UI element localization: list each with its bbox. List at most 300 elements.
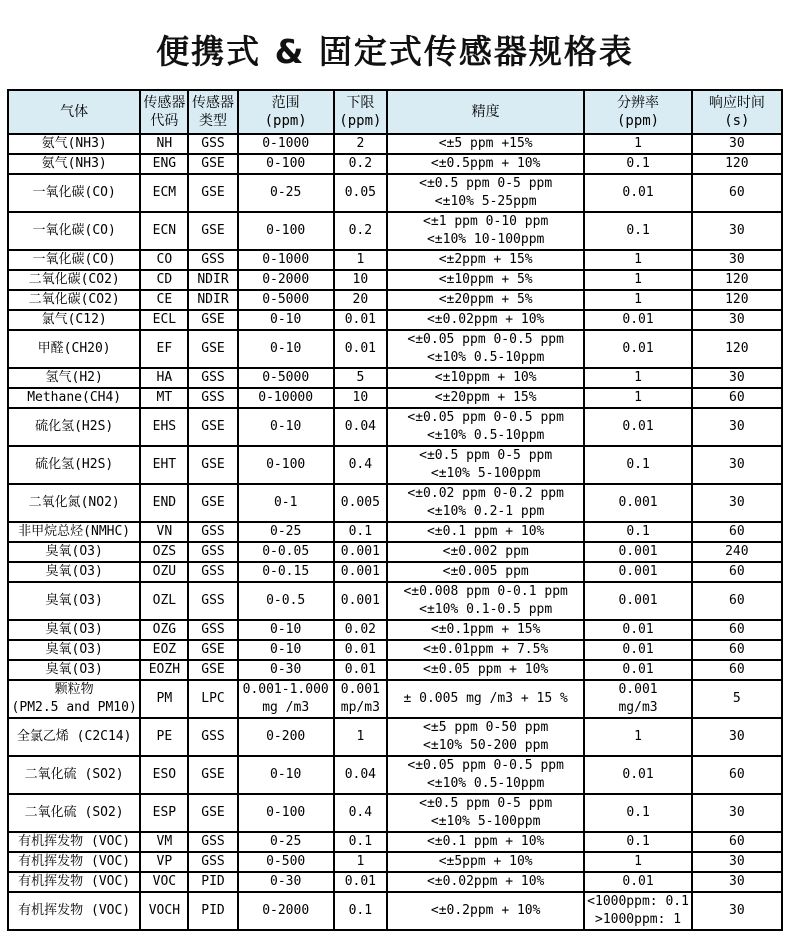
header-label: 分辨率 xyxy=(617,95,660,111)
cell-limit: 0.05 xyxy=(334,174,387,212)
cell-accuracy xyxy=(387,330,585,368)
cell-type: GSS xyxy=(188,852,237,872)
cell-range: 0-0.05 xyxy=(238,542,334,562)
cell-line: 0.001-1.000 xyxy=(242,682,329,697)
cell-line: >1000ppm: 1 xyxy=(595,912,682,927)
cell-limit: 0.1 xyxy=(334,522,387,542)
cell-resolution: 0.01 xyxy=(584,640,691,660)
cell-limit: 0.01 xyxy=(334,872,387,892)
cell-accuracy xyxy=(387,174,585,212)
header-label: 范围 xyxy=(271,95,300,111)
cell-gas: 氨气(NH3) xyxy=(8,134,140,154)
cell-response: 60 xyxy=(692,832,782,852)
header-label: 下限 xyxy=(346,95,375,111)
cell-code: VP xyxy=(140,852,188,872)
cell-line: (PM2.5 and PM10) xyxy=(11,700,137,715)
cell-limit: 0.04 xyxy=(334,756,387,794)
cell-code: HA xyxy=(140,368,188,388)
cell-range: 0-100 xyxy=(238,446,334,484)
cell-accuracy: <±0.05 ppm + 10% xyxy=(387,660,585,680)
table-row xyxy=(8,368,782,388)
cell-line: mg/m3 xyxy=(618,700,658,715)
cell-accuracy: <±10ppm + 10% xyxy=(387,368,585,388)
cell-line: <±0.05 ppm 0-0.5 ppm xyxy=(407,758,564,773)
cell-type: GSS xyxy=(188,250,237,270)
cell-resolution xyxy=(584,680,691,718)
cell-resolution: 1 xyxy=(584,368,691,388)
cell-accuracy: <±0.02ppm + 10% xyxy=(387,872,585,892)
table-header xyxy=(8,90,782,134)
cell-line: <±10% 10-100ppm xyxy=(426,232,545,247)
cell-range: 0-0.15 xyxy=(238,562,334,582)
cell-resolution xyxy=(584,892,691,930)
cell-line: <±10% 0.2-1 ppm xyxy=(426,504,545,519)
cell-line: <±1 ppm 0-10 ppm xyxy=(423,214,549,229)
cell-response: 30 xyxy=(692,368,782,388)
header-type xyxy=(188,90,237,134)
cell-limit: 5 xyxy=(334,368,387,388)
cell-resolution: 0.1 xyxy=(584,154,691,174)
cell-type: GSE xyxy=(188,640,237,660)
cell-code: NH xyxy=(140,134,188,154)
cell-type: GSE xyxy=(188,330,237,368)
cell-range: 0-10 xyxy=(238,640,334,660)
cell-resolution: 1 xyxy=(584,718,691,756)
cell-gas: 非甲烷总烃(NMHC) xyxy=(8,522,140,542)
cell-resolution: 0.1 xyxy=(584,212,691,250)
cell-range: 0-0.5 xyxy=(238,582,334,620)
header-label: (ppm) xyxy=(264,113,307,129)
cell-range: 0-5000 xyxy=(238,290,334,310)
cell-line: <±5 ppm 0-50 ppm xyxy=(423,720,549,735)
cell-gas: 臭氧(O3) xyxy=(8,660,140,680)
cell-type: GSE xyxy=(188,794,237,832)
cell-gas: 氨气(NH3) xyxy=(8,154,140,174)
table-row xyxy=(8,408,782,446)
cell-response: 30 xyxy=(692,892,782,930)
header-gas xyxy=(8,90,140,134)
cell-limit: 0.4 xyxy=(334,446,387,484)
cell-type: GSS xyxy=(188,522,237,542)
cell-limit: 1 xyxy=(334,718,387,756)
cell-range: 0-10 xyxy=(238,756,334,794)
cell-response: 60 xyxy=(692,388,782,408)
page-title: 便携式 & 固定式传感器规格表 xyxy=(156,32,634,71)
cell-response: 30 xyxy=(692,310,782,330)
cell-range: 0-1 xyxy=(238,484,334,522)
table-row xyxy=(8,542,782,562)
cell-code: VOC xyxy=(140,872,188,892)
cell-accuracy: <±2ppm + 15% xyxy=(387,250,585,270)
cell-accuracy: <±0.02ppm + 10% xyxy=(387,310,585,330)
cell-type: GSS xyxy=(188,582,237,620)
header-code xyxy=(140,90,188,134)
cell-type: GSS xyxy=(188,832,237,852)
cell-code: CD xyxy=(140,270,188,290)
cell-accuracy xyxy=(387,446,585,484)
cell-response: 60 xyxy=(692,174,782,212)
table-row xyxy=(8,562,782,582)
header-response xyxy=(692,90,782,134)
cell-response: 5 xyxy=(692,680,782,718)
table-row xyxy=(8,310,782,330)
table-row xyxy=(8,388,782,408)
cell-gas: 氢气(H2) xyxy=(8,368,140,388)
cell-code: OZS xyxy=(140,542,188,562)
cell-accuracy: <±0.1 ppm + 10% xyxy=(387,832,585,852)
cell-resolution: 1 xyxy=(584,134,691,154)
cell-gas: 臭氧(O3) xyxy=(8,582,140,620)
cell-response: 30 xyxy=(692,446,782,484)
cell-range xyxy=(238,680,334,718)
table-row xyxy=(8,680,782,718)
cell-gas: 硫化氢(H2S) xyxy=(8,446,140,484)
header-label: (ppm) xyxy=(339,113,382,129)
cell-response: 30 xyxy=(692,484,782,522)
cell-line: 0.001 xyxy=(340,682,380,697)
cell-resolution: 0.01 xyxy=(584,174,691,212)
cell-code: OZU xyxy=(140,562,188,582)
cell-limit: 0.2 xyxy=(334,212,387,250)
cell-range: 0-2000 xyxy=(238,270,334,290)
cell-type: GSS xyxy=(188,718,237,756)
table-row xyxy=(8,446,782,484)
table-row xyxy=(8,250,782,270)
cell-line: <±10% 0.5-10ppm xyxy=(426,350,545,365)
table-row xyxy=(8,522,782,542)
cell-range: 0-5000 xyxy=(238,368,334,388)
cell-code: EOZH xyxy=(140,660,188,680)
cell-response: 60 xyxy=(692,660,782,680)
cell-accuracy: <±0.01ppm + 7.5% xyxy=(387,640,585,660)
cell-code: OZG xyxy=(140,620,188,640)
cell-resolution: 1 xyxy=(584,250,691,270)
cell-type: GSS xyxy=(188,620,237,640)
table-row xyxy=(8,620,782,640)
cell-type: GSE xyxy=(188,310,237,330)
cell-code: EF xyxy=(140,330,188,368)
cell-accuracy: <±20ppm + 5% xyxy=(387,290,585,310)
cell-range: 0-25 xyxy=(238,522,334,542)
cell-response: 30 xyxy=(692,718,782,756)
cell-line: <±10% 0.5-10ppm xyxy=(426,776,545,791)
cell-type: GSE xyxy=(188,484,237,522)
cell-accuracy xyxy=(387,212,585,250)
sensor-spec-table xyxy=(7,89,783,931)
table-row xyxy=(8,718,782,756)
cell-code: VN xyxy=(140,522,188,542)
cell-resolution: 0.01 xyxy=(584,620,691,640)
cell-resolution: 0.01 xyxy=(584,660,691,680)
cell-gas: 氯气(C12) xyxy=(8,310,140,330)
cell-gas: 臭氧(O3) xyxy=(8,620,140,640)
cell-gas: 二氧化碳(CO2) xyxy=(8,270,140,290)
cell-accuracy: <±5 ppm +15% xyxy=(387,134,585,154)
cell-code: END xyxy=(140,484,188,522)
cell-range: 0-10 xyxy=(238,330,334,368)
cell-resolution: 0.01 xyxy=(584,330,691,368)
cell-limit: 0.005 xyxy=(334,484,387,522)
cell-code: MT xyxy=(140,388,188,408)
cell-resolution: 0.001 xyxy=(584,484,691,522)
cell-accuracy: <±20ppm + 15% xyxy=(387,388,585,408)
header-label: (s) xyxy=(724,113,750,129)
cell-response: 60 xyxy=(692,756,782,794)
header-label: 类型 xyxy=(199,113,227,129)
table-row xyxy=(8,660,782,680)
cell-resolution: 0.01 xyxy=(584,756,691,794)
cell-gas: 全氯乙烯 (C2C14) xyxy=(8,718,140,756)
cell-response: 120 xyxy=(692,154,782,174)
cell-limit: 0.01 xyxy=(334,640,387,660)
cell-limit: 0.001 xyxy=(334,562,387,582)
cell-line: mg /m3 xyxy=(262,700,310,715)
cell-code: ECL xyxy=(140,310,188,330)
cell-range: 0-100 xyxy=(238,794,334,832)
cell-accuracy: <±0.1 ppm + 10% xyxy=(387,522,585,542)
cell-gas: 硫化氢(H2S) xyxy=(8,408,140,446)
table-row xyxy=(8,174,782,212)
cell-resolution: 1 xyxy=(584,270,691,290)
cell-resolution: 0.1 xyxy=(584,522,691,542)
cell-resolution: 0.1 xyxy=(584,832,691,852)
cell-accuracy xyxy=(387,718,585,756)
cell-response: 30 xyxy=(692,852,782,872)
table-body xyxy=(8,134,782,930)
cell-accuracy: <±5ppm + 10% xyxy=(387,852,585,872)
table-row xyxy=(8,582,782,620)
cell-range: 0-1000 xyxy=(238,250,334,270)
cell-range: 0-10 xyxy=(238,408,334,446)
cell-response: 60 xyxy=(692,522,782,542)
cell-accuracy xyxy=(387,582,585,620)
cell-line: <±0.008 ppm 0-0.1 ppm xyxy=(403,584,568,599)
cell-type: GSS xyxy=(188,542,237,562)
cell-type: GSS xyxy=(188,562,237,582)
table-row xyxy=(8,290,782,310)
cell-limit: 0.1 xyxy=(334,892,387,930)
cell-code: ESO xyxy=(140,756,188,794)
cell-gas: 臭氧(O3) xyxy=(8,640,140,660)
header-resolution xyxy=(584,90,691,134)
cell-accuracy: <±0.5ppm + 10% xyxy=(387,154,585,174)
cell-line: mp/m3 xyxy=(340,700,380,715)
table-row xyxy=(8,134,782,154)
cell-response: 30 xyxy=(692,794,782,832)
table-row xyxy=(8,832,782,852)
cell-response: 120 xyxy=(692,270,782,290)
cell-accuracy: <±10ppm + 5% xyxy=(387,270,585,290)
cell-line: <±10% 50-200 ppm xyxy=(423,738,549,753)
header-label: 精度 xyxy=(471,104,500,120)
header-label: 响应时间 xyxy=(708,95,765,111)
cell-line: <1000ppm: 0.1 xyxy=(587,894,689,909)
cell-gas: 臭氧(O3) xyxy=(8,542,140,562)
cell-resolution: 0.1 xyxy=(584,446,691,484)
cell-type: GSE xyxy=(188,408,237,446)
cell-type: NDIR xyxy=(188,270,237,290)
cell-code: CE xyxy=(140,290,188,310)
cell-line: <±10% 5-25ppm xyxy=(434,194,537,209)
header-label: 代码 xyxy=(150,113,179,129)
cell-code: ESP xyxy=(140,794,188,832)
cell-line: <±0.02 ppm 0-0.2 ppm xyxy=(407,486,564,501)
cell-type: GSE xyxy=(188,154,237,174)
cell-line: <±0.5 ppm 0-5 ppm xyxy=(419,448,553,463)
cell-accuracy: <±0.002 ppm xyxy=(387,542,585,562)
cell-line: <±0.05 ppm 0-0.5 ppm xyxy=(407,332,564,347)
table-row xyxy=(8,154,782,174)
cell-gas: Methane(CH4) xyxy=(8,388,140,408)
cell-limit: 0.01 xyxy=(334,330,387,368)
cell-limit: 20 xyxy=(334,290,387,310)
cell-response: 120 xyxy=(692,330,782,368)
cell-response: 30 xyxy=(692,250,782,270)
cell-gas: 一氧化碳(CO) xyxy=(8,212,140,250)
header-row xyxy=(8,90,782,134)
cell-range: 0-10 xyxy=(238,310,334,330)
cell-range: 0-100 xyxy=(238,154,334,174)
table-row xyxy=(8,484,782,522)
cell-resolution: 1 xyxy=(584,290,691,310)
cell-gas: 甲醛(CH20) xyxy=(8,330,140,368)
table-row xyxy=(8,212,782,250)
cell-code: OZL xyxy=(140,582,188,620)
cell-limit: 1 xyxy=(334,250,387,270)
cell-code: PM xyxy=(140,680,188,718)
cell-limit: 0.04 xyxy=(334,408,387,446)
cell-response: 60 xyxy=(692,640,782,660)
header-limit xyxy=(334,90,387,134)
cell-accuracy: <±0.2ppm + 10% xyxy=(387,892,585,930)
cell-code: EHT xyxy=(140,446,188,484)
table-row xyxy=(8,330,782,368)
cell-resolution: 0.001 xyxy=(584,542,691,562)
cell-gas: 二氧化硫 (SO2) xyxy=(8,794,140,832)
cell-range: 0-2000 xyxy=(238,892,334,930)
cell-code: ECM xyxy=(140,174,188,212)
cell-range: 0-500 xyxy=(238,852,334,872)
cell-range: 0-30 xyxy=(238,872,334,892)
header-label: (ppm) xyxy=(616,113,660,129)
cell-accuracy: <±0.1ppm + 15% xyxy=(387,620,585,640)
table-row xyxy=(8,872,782,892)
cell-range: 0-1000 xyxy=(238,134,334,154)
cell-line: <±10% 5-100ppm xyxy=(430,814,541,829)
cell-gas: 一氧化碳(CO) xyxy=(8,174,140,212)
cell-code: VOCH xyxy=(140,892,188,930)
cell-response: 120 xyxy=(692,290,782,310)
table-row xyxy=(8,640,782,660)
cell-code: EHS xyxy=(140,408,188,446)
cell-response: 240 xyxy=(692,542,782,562)
cell-resolution: 1 xyxy=(584,852,691,872)
cell-resolution: 0.01 xyxy=(584,310,691,330)
cell-gas: 二氧化硫 (SO2) xyxy=(8,756,140,794)
cell-gas: 有机挥发物 (VOC) xyxy=(8,892,140,930)
cell-gas: 二氧化氮(NO2) xyxy=(8,484,140,522)
cell-code: PE xyxy=(140,718,188,756)
cell-range: 0-200 xyxy=(238,718,334,756)
cell-accuracy xyxy=(387,408,585,446)
cell-resolution: 0.001 xyxy=(584,562,691,582)
cell-response: 30 xyxy=(692,872,782,892)
cell-code: ENG xyxy=(140,154,188,174)
cell-type: GSE xyxy=(188,660,237,680)
header-label: 传感器 xyxy=(192,95,234,111)
cell-type: GSE xyxy=(188,174,237,212)
cell-line: 颗粒物 xyxy=(54,682,94,697)
cell-gas: 有机挥发物 (VOC) xyxy=(8,832,140,852)
cell-type: NDIR xyxy=(188,290,237,310)
cell-line: <±0.05 ppm 0-0.5 ppm xyxy=(407,410,564,425)
cell-type: PID xyxy=(188,872,237,892)
cell-limit: 1 xyxy=(334,852,387,872)
cell-gas: 二氧化碳(CO2) xyxy=(8,290,140,310)
cell-code: ECN xyxy=(140,212,188,250)
cell-accuracy xyxy=(387,484,585,522)
cell-type: GSE xyxy=(188,756,237,794)
cell-resolution: 0.01 xyxy=(584,408,691,446)
cell-type: LPC xyxy=(188,680,237,718)
cell-range: 0-30 xyxy=(238,660,334,680)
cell-gas: 一氧化碳(CO) xyxy=(8,250,140,270)
cell-response: 60 xyxy=(692,620,782,640)
cell-response: 30 xyxy=(692,134,782,154)
cell-type: GSS xyxy=(188,388,237,408)
cell-limit: 10 xyxy=(334,270,387,290)
table-row xyxy=(8,794,782,832)
cell-limit: 0.01 xyxy=(334,660,387,680)
table-row xyxy=(8,270,782,290)
cell-resolution: 0.001 xyxy=(584,582,691,620)
cell-line: <±10% 5-100ppm xyxy=(430,466,541,481)
cell-limit: 0.1 xyxy=(334,832,387,852)
cell-limit: 0.02 xyxy=(334,620,387,640)
cell-limit: 10 xyxy=(334,388,387,408)
cell-accuracy xyxy=(387,756,585,794)
cell-code: EOZ xyxy=(140,640,188,660)
cell-response: 30 xyxy=(692,408,782,446)
cell-gas: 有机挥发物 (VOC) xyxy=(8,852,140,872)
cell-limit: 0.01 xyxy=(334,310,387,330)
cell-limit: 2 xyxy=(334,134,387,154)
cell-response: 30 xyxy=(692,212,782,250)
cell-line: <±0.5 ppm 0-5 ppm xyxy=(419,796,553,811)
cell-gas: 有机挥发物 (VOC) xyxy=(8,872,140,892)
table-row xyxy=(8,756,782,794)
table-row xyxy=(8,852,782,872)
cell-limit: 0.2 xyxy=(334,154,387,174)
header-range xyxy=(238,90,334,134)
cell-response: 60 xyxy=(692,562,782,582)
cell-line: 0.001 xyxy=(618,682,658,697)
cell-limit: 0.4 xyxy=(334,794,387,832)
header-label: 气体 xyxy=(60,104,89,120)
cell-accuracy xyxy=(387,794,585,832)
cell-resolution: 0.01 xyxy=(584,872,691,892)
cell-limit xyxy=(334,680,387,718)
cell-line: <±10% 0.1-0.5 ppm xyxy=(419,602,553,617)
cell-gas xyxy=(8,680,140,718)
cell-limit: 0.001 xyxy=(334,542,387,562)
cell-limit: 0.001 xyxy=(334,582,387,620)
cell-response: 60 xyxy=(692,582,782,620)
cell-resolution: 1 xyxy=(584,388,691,408)
cell-resolution: 0.1 xyxy=(584,794,691,832)
cell-code: CO xyxy=(140,250,188,270)
cell-accuracy: ± 0.005 mg /m3 + 15 % xyxy=(387,680,585,718)
